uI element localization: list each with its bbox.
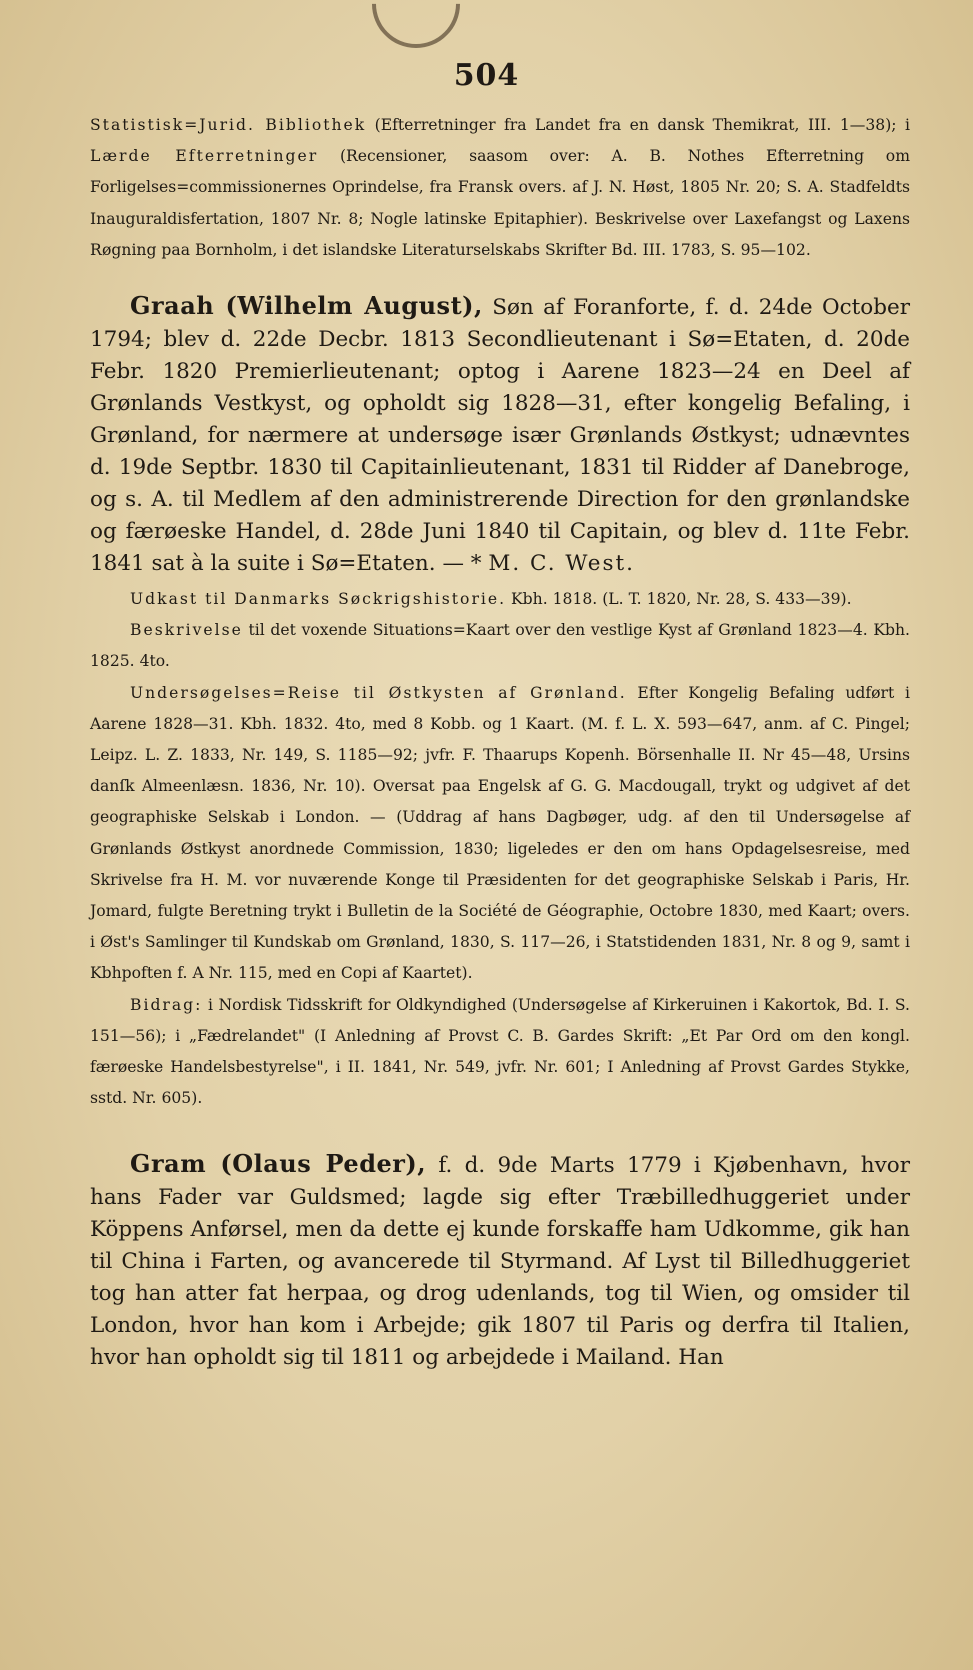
graah-work-4 [90, 990, 910, 1115]
gram-bio: f. d. 9de Marts 1779 i Kjøbenhavn, hvor hans Fader var Guldsmed; lagde sig efter Træbilledhuggeriet under Köppens Anførsel, men da dette ej kunde forskaffe ham Udkomme, gik han til China i Farten, og avancerede til Styrmand. Af Lyst til Billedhuggeriet tog han atter fat herpaa, og drog udenlands, tog til Wien, og omsider til London, hvor han kom i Arbejde; gik 1807 til Paris og derfra til Italien, hvor han opholdt sig til 1811 og arbejdede i Mailand. Han [90, 1153, 910, 1371]
gram-name: Gram (Olaus Peder), [130, 1149, 427, 1179]
top-entry-title: Statistisk=Jurid. Bibliothek [90, 116, 367, 134]
top-entry-text: (Efterretninger fra Landet fra en dansk Themikrat, III. 1—38); i [366, 116, 910, 134]
page-number: 504 [453, 58, 520, 93]
graah-work-3-title: Undersøgelses=Reise til Østkysten af Grønland. [130, 683, 627, 702]
graah-work-1 [90, 584, 910, 615]
top-entry-paragraph [90, 110, 910, 266]
graah-entry [90, 290, 910, 580]
graah-work-4-text: i Nordisk Tidsskrift for Oldkyndighed (Undersøgelse af Kirkeruinen i Kakortok, Bd. I. S. 151—56); i „Fædrelandet" (I Anledning af Provst C. B. Gardes Skrift: „Et Par Ord om den kongl. færøeske Handelsbestyrelse", i II. 1841, Nr. 549, jvfr. Nr. 601; I Anledning af Provst Gardes Stykke, sstd. Nr. 605). [90, 995, 910, 1108]
graah-bio: Søn af Foranforte, f. d. 24de October 1794; blev d. 22de Decbr. 1813 Secondlieutenant i Sø=Etaten, d. 20de Febr. 1820 Premierlieutenant; optog i Aarene 1823—24 en Deel af Grønlands Vestkyst, og opholdt sig 1828—31, efter kongelig Befaling, i Grønland, for nærmere at undersøge især Grønlands Østkyst; udnævntes d. 19de Septbr. 1830 til Capitainlieutenant, 1831 til Ridder af Danebroge, og s. A. til Medlem af den administrerende Direction for den grønlandske og færøeske Handel, d. 28de Juni 1840 til Capitain, og blev d. 11te Febr. 1841 sat à la suite i Sø=Etaten. — * [90, 295, 910, 577]
graah-work-1-title: Udkast til Danmarks Søckrigshistorie. [130, 590, 507, 609]
graah-name: Graah (Wilhelm August), [130, 291, 483, 321]
top-entry-text-2: (Recensioner, saasom over: A. B. Nothes Efterretning om Forligelses=commissionernes Oprindelse, fra Fransk overs. af J. N. Høst, 1805 Nr. 20; S. A. Stadfeldts Inauguraldisfertation, 1807 Nr. 8; Nogle latinske Epitaphier). Beskrivelse over Laxefangst og Laxens Røgning paa Bornholm, i det islandske Literaturselskabs Skrifter Bd. III. 1783, S. 95—102. [90, 147, 910, 259]
graah-work-1-text: Kbh. 1818. (L. T. 1820, Nr. 28, S. 433—39). [506, 590, 852, 609]
page-content [90, 110, 910, 1374]
graah-work-2-title: Beskrivelse [130, 621, 243, 640]
graah-work-3 [90, 678, 910, 990]
top-entry-title-2: Lærde Efterretninger [90, 147, 319, 166]
gram-entry [90, 1148, 910, 1374]
graah-work-3-text: Efter Kongelig Befaling udført i Aarene 1828—31. Kbh. 1832. 4to, med 8 Kobb. og 1 Kaart. (M. f. L. X. 593—647, anm. af C. Pingel; Leipz. L. Z. 1833, Nr. 149, S. 1185—92; jvfr. F. Thaarups Kopenh. Börsenhalle II. Nr 45—48, Ursins danſk Almeenlæsn. 1836, Nr. 10). Oversat paa Engelsk af G. G. Macdougall, trykt og udgivet af det geographiske Selskab i London. — (Uddrag af hans Dagbøger, udg. af den til Undersøgelse af Grønlands Østkyst anordnede Commission, 1830; ligeledes er den om hans Opdagelsesreise, med Skrivelse fra H. M. vor nuværende Konge til Præsidenten for det geographiske Selskab i Paris, Hr. Jomard, fulgte Beretning trykt i Bulletin de la Société de Géographie, Octobre 1830, med Kaart; overs. i Øst's Samlinger til Kundskab om Grønland, 1830, S. 117—26, i Statstidenden 1831, Nr. 8 og 9, samt i Kbhpoften f. A Nr. 115, med en Copi af Kaartet). [90, 683, 910, 983]
binding-mark [354, 0, 478, 66]
graah-signature: M. C. West. [488, 551, 635, 577]
graah-work-2-text: til det voxende Situations=Kaart over den vestlige Kyst af Grønland 1823—4. Kbh. 1825. 4to. [90, 621, 910, 671]
graah-work-2 [90, 615, 910, 677]
graah-work-4-title: Bidrag: [130, 995, 203, 1014]
